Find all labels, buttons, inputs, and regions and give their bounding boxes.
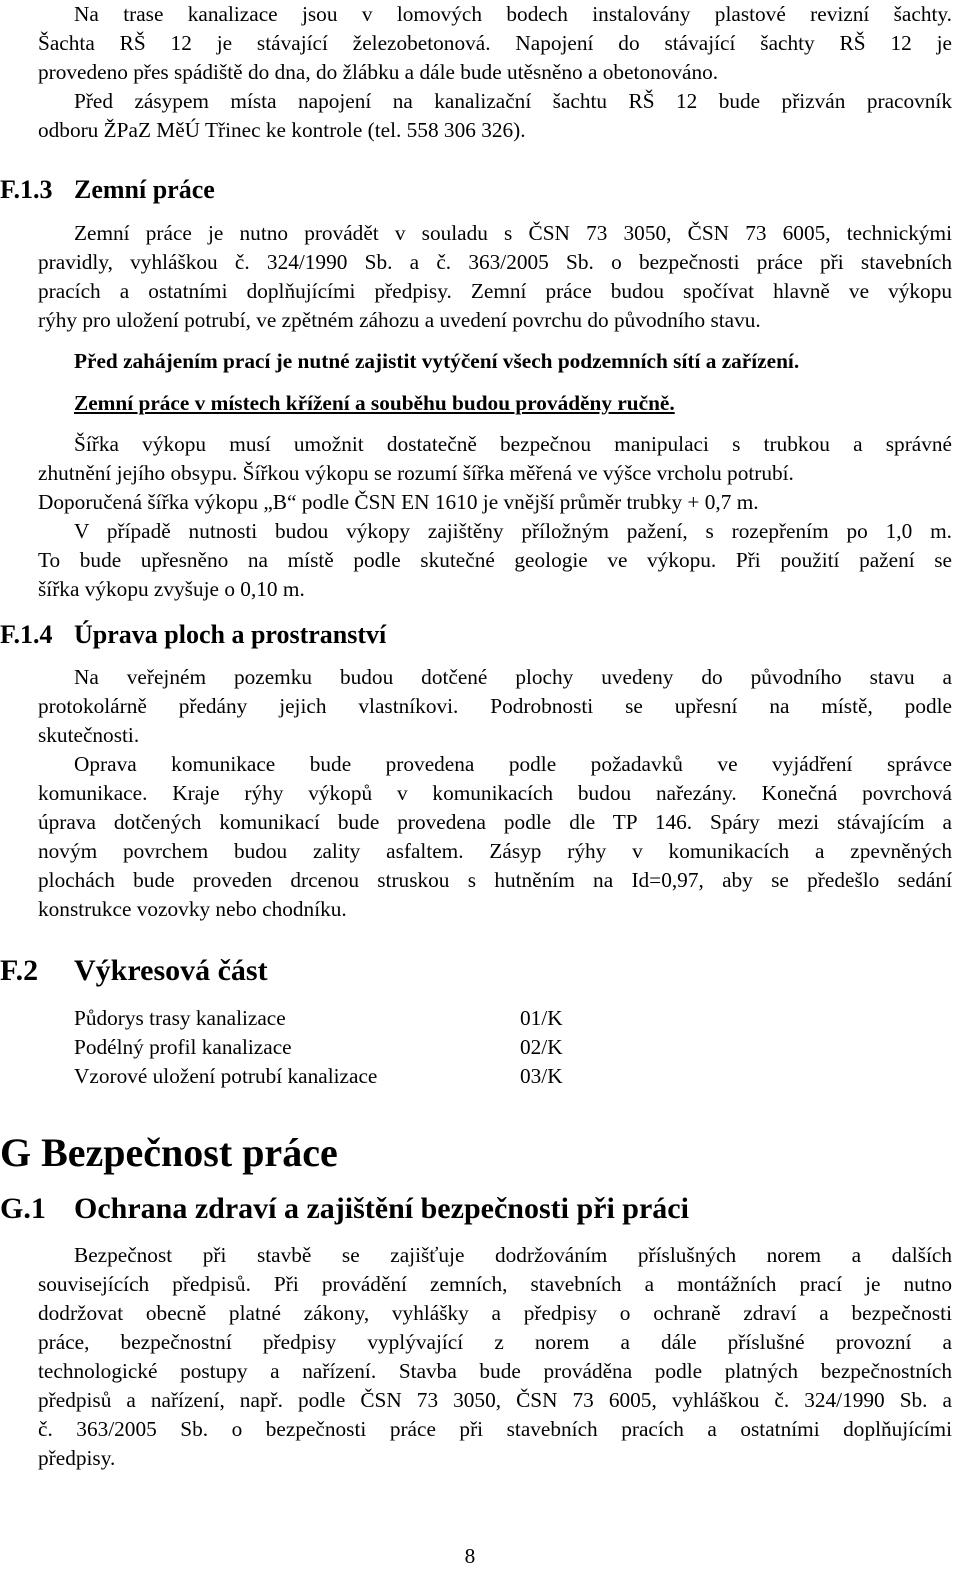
- text-line: V případě nutnosti budou výkopy zajištěny příložným pažení, s rozepřením po 1,0 m.: [74, 519, 952, 543]
- text-line: zhutnění jejího obsypu. Šířkou výkopu se rozumí šířka měřená ve výšce vrcholu potrubí.: [38, 461, 794, 485]
- section-title: Zemní práce: [74, 175, 215, 204]
- text-line: č. 363/2005 Sb. o bezpečnosti práce při stavebních pracích a ostatními doplňujícími: [38, 1417, 952, 1441]
- drawing-code: 03/K: [520, 1064, 563, 1088]
- section-title: Úprava ploch a prostranství: [74, 620, 387, 649]
- text-line: šířka výkopu zvyšuje o 0,10 m.: [38, 577, 305, 601]
- text-line: novým povrchem budou zality asfaltem. Zásyp rýhy v komunikacích a zpevněných: [38, 839, 952, 863]
- page-number: 8: [464, 1544, 476, 1568]
- text-line: odboru ŽPaZ MěÚ Třinec ke kontrole (tel. 558 306 326).: [38, 118, 526, 142]
- underlined-note: Zemní práce v místech křížení a souběhu budou prováděny ručně.: [74, 391, 675, 415]
- bold-note: Před zahájením prací je nutné zajistit vytýčení všech podzemních sítí a zařízení.: [74, 349, 800, 373]
- text-line: Šachta RŠ 12 je stávající železobetonová. Napojení do stávající šachty RŠ 12 je: [38, 31, 952, 55]
- section-number: F.1.3: [0, 175, 53, 204]
- drawing-name: Půdorys trasy kanalizace: [74, 1006, 286, 1030]
- text-line: Oprava komunikace bude provedena podle požadavků ve vyjádření správce: [74, 752, 952, 776]
- text-line: skutečnosti.: [38, 723, 140, 747]
- text-line: Bezpečnost při stavbě se zajišťuje dodržováním příslušných norem a dalších: [74, 1243, 952, 1267]
- text-line: Před zásypem místa napojení na kanalizační šachtu RŠ 12 bude přizván pracovník: [74, 89, 952, 113]
- chapter-heading-g: G Bezpečnost práce: [0, 1130, 338, 1175]
- text-line: technologické postupy a nařízení. Stavba bude prováděna podle platných bezpečnostních: [38, 1359, 952, 1383]
- text-line: provedeno přes spádiště do dna, do žlábku a dále bude utěsněno a obetonováno.: [38, 60, 719, 84]
- text-line: Šířka výkopu musí umožnit dostatečně bezpečnou manipulaci s trubkou a správné: [74, 432, 952, 456]
- drawing-code: 01/K: [520, 1006, 563, 1030]
- text-line: protokolárně předány jejich vlastníkovi. Podrobnosti se upřesní na místě, podle: [38, 694, 952, 718]
- text-line: komunikace. Kraje rýhy výkopů v komunikacích budou nařezány. Konečná povrchová: [38, 781, 952, 805]
- text-line: úprava dotčených komunikací bude provedena podle dle TP 146. Spáry mezi stávajícím a: [38, 810, 952, 834]
- drawing-name: Podélný profil kanalizace: [74, 1035, 292, 1059]
- text-line: pracích a ostatními doplňujícími předpisy. Zemní práce budou spočívat hlavně ve výkopu: [38, 279, 952, 303]
- text-line: pravidly, vyhláškou č. 324/1990 Sb. a č. 363/2005 Sb. o bezpečnosti práce při stavebních: [38, 250, 952, 274]
- section-number: G.1: [0, 1192, 46, 1225]
- section-title: Ochrana zdraví a zajištění bezpečnosti při práci: [74, 1192, 689, 1225]
- text-line: předpisů a nařízení, např. podle ČSN 73 3050, ČSN 73 6005, vyhláškou č. 324/1990 Sb. a: [38, 1388, 952, 1412]
- text-line: Na veřejném pozemku budou dotčené plochy uvedeny do původního stavu a: [74, 665, 952, 689]
- text-line: konstrukce vozovky nebo chodníku.: [38, 897, 347, 921]
- text-line: předpisy.: [38, 1446, 116, 1470]
- text-line: Zemní práce je nutno provádět v souladu s ČSN 73 3050, ČSN 73 6005, technickými: [74, 221, 952, 245]
- text-line: To bude upřesněno na místě podle skutečné geologie ve výkopu. Při použití pažení se: [38, 548, 952, 572]
- text-line: práce, bezpečnostní předpisy vyplývající z norem a dále příslušné provozní a: [38, 1330, 952, 1354]
- drawing-code: 02/K: [520, 1035, 563, 1059]
- text-line: dodržovat obecně platné zákony, vyhlášky a předpisy o ochraně zdraví a bezpečnosti: [38, 1301, 952, 1325]
- text-line: Na trase kanalizace jsou v lomových bodech instalovány plastové revizní šachty.: [74, 2, 952, 26]
- section-number: F.1.4: [0, 620, 53, 649]
- text-line: souvisejících předpisů. Při provádění zemních, stavebních a montážních prací je nutno: [38, 1272, 952, 1296]
- section-title: Výkresová část: [74, 954, 268, 987]
- text-line: Doporučená šířka výkopu „B“ podle ČSN EN 1610 je vnější průměr trubky + 0,7 m.: [38, 490, 759, 514]
- text-line: rýhy pro uložení potrubí, ve zpětném záhozu a uvedení povrchu do původního stavu.: [38, 308, 761, 332]
- text-line: plochách bude proveden drcenou struskou s hutněním na Id=0,97, aby se předešlo sedání: [38, 868, 952, 892]
- drawing-name: Vzorové uložení potrubí kanalizace: [74, 1064, 378, 1088]
- section-number: F.2: [0, 954, 39, 987]
